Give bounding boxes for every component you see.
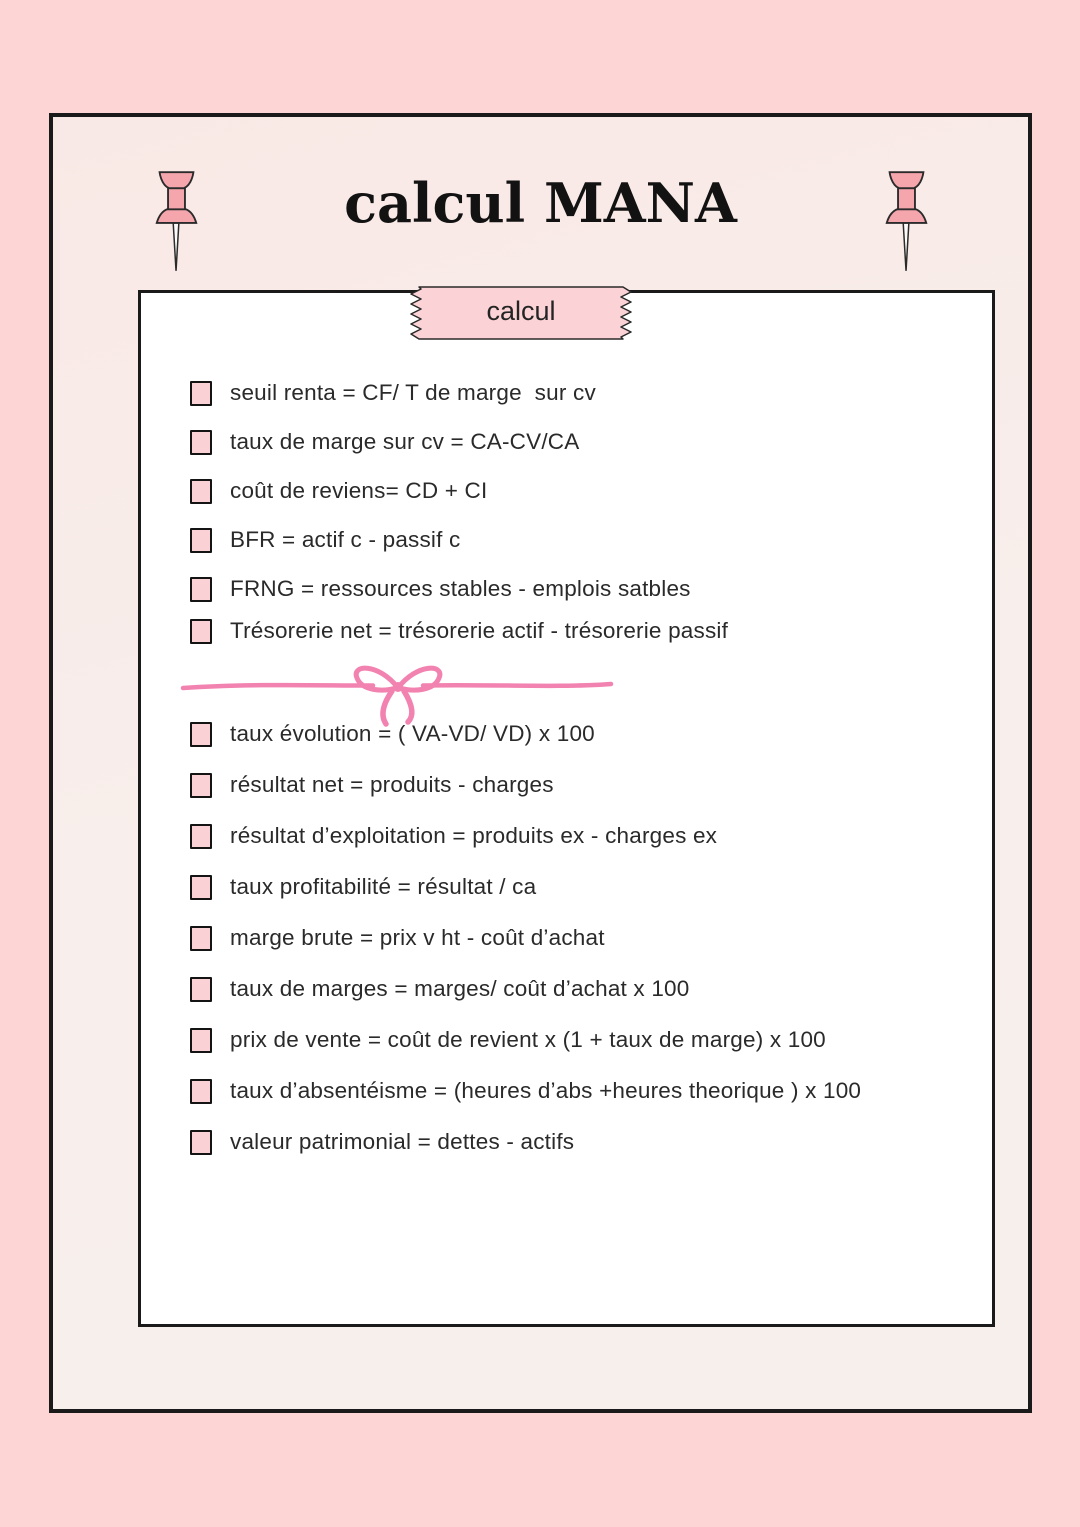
bow-ribbon-icon	[177, 657, 617, 729]
checkbox[interactable]	[190, 875, 212, 900]
checklist-item-label: taux d’absentéisme = (heures d’abs +heures theorique ) x 100	[230, 1078, 862, 1103]
checkbox[interactable]	[190, 479, 212, 504]
checkbox[interactable]	[190, 926, 212, 951]
checklist-item-label: valeur patrimonial = dettes - actifs	[230, 1129, 575, 1154]
checklist-item	[190, 1127, 992, 1157]
checkbox[interactable]	[190, 977, 212, 1002]
checklist-item-label: taux de marge sur cv = CA-CV/CA	[230, 429, 580, 454]
checklist-item-label: résultat net = produits - charges	[230, 772, 554, 797]
checklist-item	[190, 719, 992, 749]
checklist-item	[190, 1025, 992, 1055]
checklist-item-label: marge brute = prix v ht - coût d’achat	[230, 925, 605, 950]
checklist-item	[190, 923, 992, 953]
checkbox[interactable]	[190, 381, 212, 406]
pushpin-icon	[883, 169, 930, 275]
checklist-item-label: Trésorerie net = trésorerie actif - trésorerie passif	[230, 618, 729, 643]
checkbox[interactable]	[190, 430, 212, 455]
checklist-item	[190, 525, 992, 555]
checklist-item-label: résultat d’exploitation = produits ex - charges ex	[230, 823, 718, 848]
page-title: calcul MANA	[344, 171, 737, 235]
formula-panel	[138, 290, 995, 1327]
checklist-item-label: taux évolution = ( VA-VD/ VD) x 100	[230, 721, 595, 746]
checklist-item	[190, 821, 992, 851]
checklist-item	[190, 974, 992, 1004]
section-banner	[407, 285, 635, 341]
checklist-item-label: FRNG = ressources stables - emplois satbles	[230, 576, 691, 601]
checkbox[interactable]	[190, 824, 212, 849]
checklist-item	[190, 1076, 992, 1106]
note-card	[49, 113, 1032, 1413]
checkbox[interactable]	[190, 1130, 212, 1155]
checklist-item-label: taux profitabilité = résultat / ca	[230, 874, 537, 899]
checklist-item-label: coût de reviens= CD + CI	[230, 478, 488, 503]
checklist-group-2	[141, 719, 992, 1157]
checklist-item	[190, 427, 992, 457]
checklist-item-label: seuil renta = CF/ T de marge sur cv	[230, 380, 596, 405]
checklist-item-label: taux de marges = marges/ coût d’achat x 100	[230, 976, 690, 1001]
checkbox[interactable]	[190, 722, 212, 747]
checkbox[interactable]	[190, 577, 212, 602]
banner-label: calcul	[486, 296, 556, 326]
checklist-item	[190, 378, 992, 408]
checkbox[interactable]	[190, 1079, 212, 1104]
checkbox[interactable]	[190, 773, 212, 798]
checkbox[interactable]	[190, 528, 212, 553]
checklist-item-label: prix de vente = coût de revient x (1 + taux de marge) x 100	[230, 1027, 826, 1052]
checklist-item	[190, 770, 992, 800]
checklist-item-label: BFR = actif c - passif c	[230, 527, 461, 552]
checkbox[interactable]	[190, 619, 212, 644]
checkbox[interactable]	[190, 1028, 212, 1053]
checklist-item	[190, 872, 992, 902]
checklist-item	[190, 616, 992, 646]
checklist-group-1	[141, 378, 992, 646]
checklist-item	[190, 476, 992, 506]
checklist-item	[190, 574, 992, 604]
